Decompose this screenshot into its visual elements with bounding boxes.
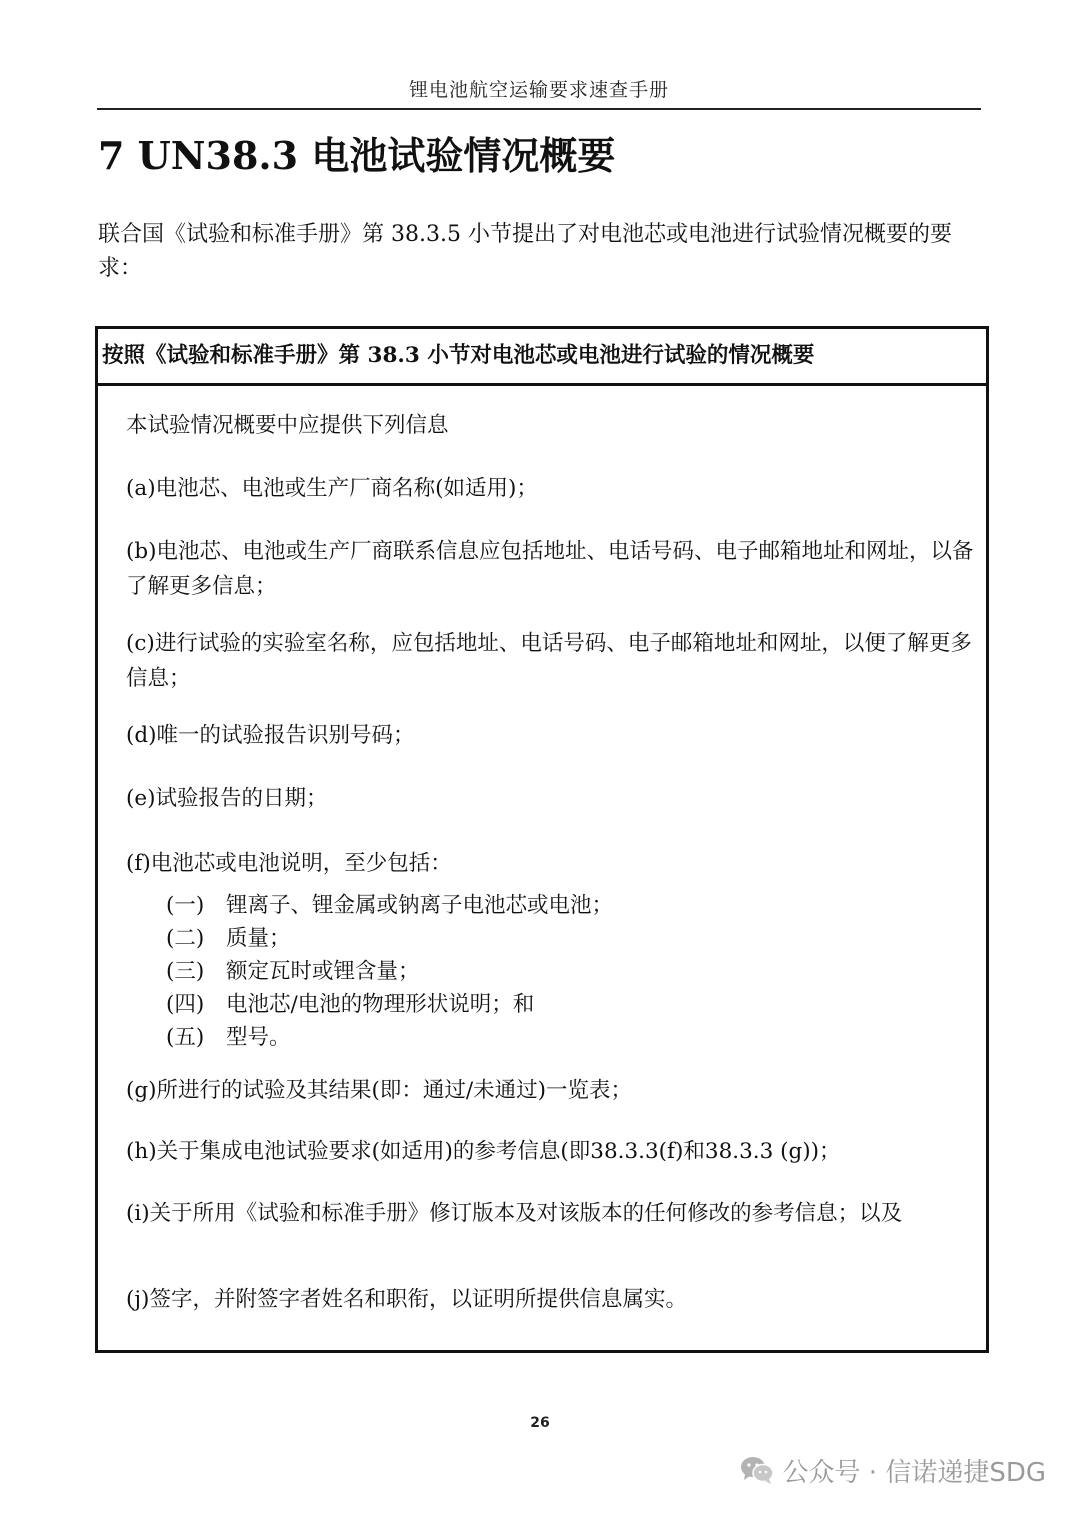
sub-item-text: 锂离子、锂金属或钠离子电池芯或电池； <box>226 893 614 918</box>
sub-item-marker: (四) <box>166 992 205 1017</box>
sub-item-2 <box>166 922 946 955</box>
requirements-lead: 本试验情况概要中应提供下列信息 <box>126 413 449 438</box>
requirement-item-g: (g)所进行的试验及其结果(即：通过/未通过)一览表； <box>126 1078 633 1103</box>
sub-item-marker: (一) <box>166 893 205 918</box>
sub-item-marker: (五) <box>166 1025 205 1050</box>
page-header <box>97 72 981 110</box>
requirement-item-e: (e)试验报告的日期； <box>126 786 328 811</box>
section-title: 7 UN38.3 电池试验情况概要 <box>98 133 616 178</box>
sub-item-1 <box>166 889 946 922</box>
requirement-item-b: (b)电池芯、电池或生产厂商联系信息应包括地址、电话号码、电子邮箱地址和网址，以备了解更多信息； <box>126 539 974 599</box>
wechat-icon <box>739 1455 775 1485</box>
requirement-item-f: (f)电池芯或电池说明，至少包括： <box>126 851 452 876</box>
requirement-item-h: (h)关于集成电池试验要求(如适用)的参考信息(即38.3.3(f)和38.3.3 (g))； <box>126 1139 841 1164</box>
requirement-item-d: (d)唯一的试验报告识别号码； <box>126 723 415 748</box>
requirement-item-j: (j)签字，并附签字者姓名和职衔，以证明所提供信息属实。 <box>126 1287 687 1312</box>
requirement-item-a: (a)电池芯、电池或生产厂商名称(如适用)； <box>126 476 538 501</box>
requirements-box-header: 按照《试验和标准手册》第 38.3 小节对电池芯或电池进行试验的情况概要 <box>98 329 986 386</box>
sub-item-marker: (三) <box>166 959 205 984</box>
page-number: 26 <box>530 1415 550 1431</box>
sub-item-text: 型号。 <box>226 1025 291 1050</box>
watermark <box>739 1450 1046 1490</box>
sub-item-4 <box>166 988 946 1021</box>
sub-item-marker: (二) <box>166 926 205 951</box>
sub-item-5 <box>166 1021 946 1054</box>
requirement-item-i: (i)关于所用《试验和标准手册》修订版本及对该版本的任何修改的参考信息；以及 <box>126 1201 903 1226</box>
requirement-item-c: (c)进行试验的实验室名称，应包括地址、电话号码、电子邮箱地址和网址，以便了解更多信息； <box>126 631 972 691</box>
sub-item-text: 电池芯/电池的物理形状说明；和 <box>226 992 535 1017</box>
intro-paragraph: 联合国《试验和标准手册》第 38.3.5 小节提出了对电池芯或电池进行试验情况概要的要求： <box>98 222 952 281</box>
page-header-title: 锂电池航空运输要求速查手册 <box>408 79 669 101</box>
requirements-box <box>95 326 989 1353</box>
sub-item-text: 额定瓦时或锂含量； <box>226 959 420 984</box>
sub-item-text: 质量； <box>226 926 291 951</box>
sub-item-3 <box>166 955 946 988</box>
watermark-text: 公众号 · 信诺递捷SDG <box>782 1457 1046 1488</box>
